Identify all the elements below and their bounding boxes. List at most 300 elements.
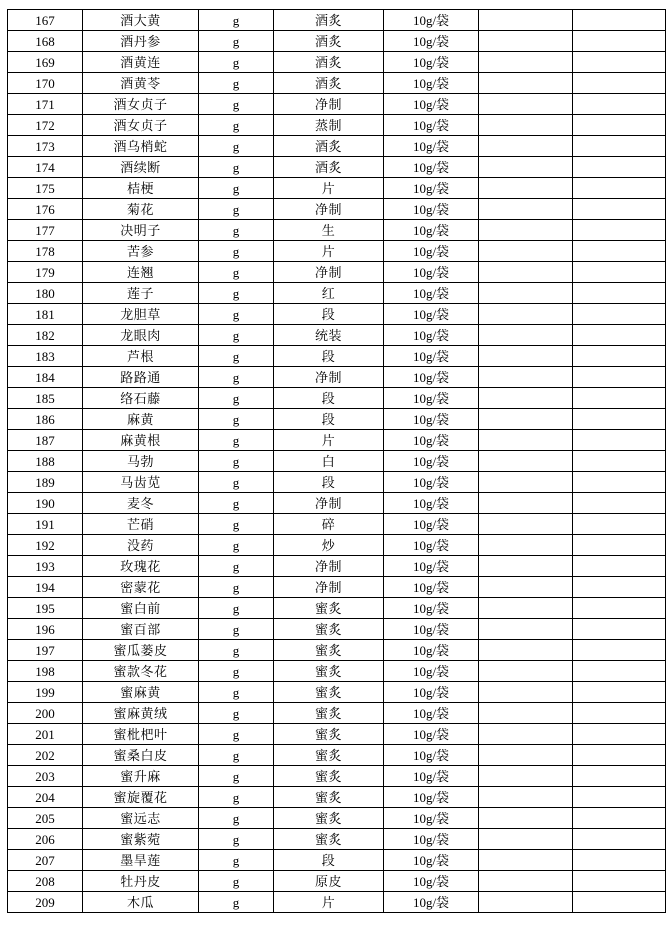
drug-name-cell: 蜜旋覆花: [83, 787, 199, 808]
row-number-cell: 167: [8, 10, 83, 31]
blank-cell-1: [479, 829, 573, 850]
table-row: [8, 766, 666, 787]
blank-cell-1: [479, 262, 573, 283]
drug-name-cell: 龙胆草: [83, 304, 199, 325]
drug-name-cell: 牡丹皮: [83, 871, 199, 892]
unit-cell: g: [199, 724, 274, 745]
processing-cell: 段: [274, 409, 384, 430]
specification-cell: 10g/袋: [384, 52, 479, 73]
unit-cell: g: [199, 703, 274, 724]
table-row: [8, 199, 666, 220]
processing-cell: 蜜炙: [274, 829, 384, 850]
blank-cell-2: [573, 304, 666, 325]
blank-cell-2: [573, 682, 666, 703]
blank-cell-1: [479, 808, 573, 829]
unit-cell: g: [199, 850, 274, 871]
processing-cell: 段: [274, 388, 384, 409]
drug-name-cell: 苦参: [83, 241, 199, 262]
processing-cell: 蜜炙: [274, 724, 384, 745]
blank-cell-2: [573, 892, 666, 913]
row-number-cell: 181: [8, 304, 83, 325]
blank-cell-1: [479, 871, 573, 892]
blank-cell-1: [479, 892, 573, 913]
processing-cell: 蜜炙: [274, 745, 384, 766]
blank-cell-1: [479, 94, 573, 115]
row-number-cell: 199: [8, 682, 83, 703]
specification-cell: 10g/袋: [384, 31, 479, 52]
unit-cell: g: [199, 892, 274, 913]
processing-cell: 蒸制: [274, 115, 384, 136]
blank-cell-2: [573, 31, 666, 52]
drug-name-cell: 菊花: [83, 199, 199, 220]
table-row: [8, 493, 666, 514]
drug-name-cell: 蜜瓜蒌皮: [83, 640, 199, 661]
row-number-cell: 170: [8, 73, 83, 94]
blank-cell-2: [573, 472, 666, 493]
row-number-cell: 201: [8, 724, 83, 745]
processing-cell: 蜜炙: [274, 661, 384, 682]
unit-cell: g: [199, 136, 274, 157]
drug-name-cell: 酒续断: [83, 157, 199, 178]
specification-cell: 10g/袋: [384, 157, 479, 178]
drug-name-cell: 络石藤: [83, 388, 199, 409]
unit-cell: g: [199, 640, 274, 661]
table-row: [8, 367, 666, 388]
unit-cell: g: [199, 283, 274, 304]
blank-cell-1: [479, 367, 573, 388]
table-row: [8, 451, 666, 472]
row-number-cell: 202: [8, 745, 83, 766]
table-row: [8, 745, 666, 766]
processing-cell: 净制: [274, 493, 384, 514]
processing-cell: 炒: [274, 535, 384, 556]
blank-cell-1: [479, 304, 573, 325]
drug-inventory-table: [7, 9, 666, 913]
table-row: [8, 136, 666, 157]
specification-cell: 10g/袋: [384, 73, 479, 94]
row-number-cell: 175: [8, 178, 83, 199]
blank-cell-2: [573, 871, 666, 892]
blank-cell-1: [479, 598, 573, 619]
table-row: [8, 325, 666, 346]
specification-cell: 10g/袋: [384, 598, 479, 619]
specification-cell: 10g/袋: [384, 703, 479, 724]
specification-cell: 10g/袋: [384, 199, 479, 220]
blank-cell-2: [573, 556, 666, 577]
row-number-cell: 200: [8, 703, 83, 724]
drug-name-cell: 连翘: [83, 262, 199, 283]
specification-cell: 10g/袋: [384, 745, 479, 766]
table-row: [8, 619, 666, 640]
row-number-cell: 196: [8, 619, 83, 640]
blank-cell-1: [479, 535, 573, 556]
unit-cell: g: [199, 787, 274, 808]
blank-cell-2: [573, 409, 666, 430]
blank-cell-1: [479, 451, 573, 472]
specification-cell: 10g/袋: [384, 493, 479, 514]
blank-cell-1: [479, 115, 573, 136]
blank-cell-1: [479, 577, 573, 598]
blank-cell-2: [573, 493, 666, 514]
drug-name-cell: 蜜枇杷叶: [83, 724, 199, 745]
table-row: [8, 283, 666, 304]
specification-cell: 10g/袋: [384, 325, 479, 346]
unit-cell: g: [199, 52, 274, 73]
table-row: [8, 346, 666, 367]
row-number-cell: 204: [8, 787, 83, 808]
drug-name-cell: 酒乌梢蛇: [83, 136, 199, 157]
drug-name-cell: 蜜麻黄绒: [83, 703, 199, 724]
row-number-cell: 180: [8, 283, 83, 304]
drug-name-cell: 蜜白前: [83, 598, 199, 619]
blank-cell-2: [573, 199, 666, 220]
blank-cell-1: [479, 199, 573, 220]
blank-cell-2: [573, 619, 666, 640]
specification-cell: 10g/袋: [384, 388, 479, 409]
table-row: [8, 808, 666, 829]
unit-cell: g: [199, 346, 274, 367]
unit-cell: g: [199, 31, 274, 52]
table-row: [8, 640, 666, 661]
drug-name-cell: 莲子: [83, 283, 199, 304]
row-number-cell: 182: [8, 325, 83, 346]
blank-cell-2: [573, 52, 666, 73]
specification-cell: 10g/袋: [384, 430, 479, 451]
blank-cell-2: [573, 325, 666, 346]
blank-cell-2: [573, 829, 666, 850]
row-number-cell: 209: [8, 892, 83, 913]
specification-cell: 10g/袋: [384, 556, 479, 577]
blank-cell-1: [479, 493, 573, 514]
blank-cell-1: [479, 283, 573, 304]
row-number-cell: 198: [8, 661, 83, 682]
blank-cell-1: [479, 682, 573, 703]
processing-cell: 酒炙: [274, 10, 384, 31]
blank-cell-1: [479, 346, 573, 367]
row-number-cell: 193: [8, 556, 83, 577]
specification-cell: 10g/袋: [384, 535, 479, 556]
specification-cell: 10g/袋: [384, 514, 479, 535]
blank-cell-2: [573, 283, 666, 304]
row-number-cell: 191: [8, 514, 83, 535]
unit-cell: g: [199, 325, 274, 346]
processing-cell: 生: [274, 220, 384, 241]
drug-name-cell: 密蒙花: [83, 577, 199, 598]
row-number-cell: 203: [8, 766, 83, 787]
table-row: [8, 178, 666, 199]
unit-cell: g: [199, 262, 274, 283]
unit-cell: g: [199, 220, 274, 241]
unit-cell: g: [199, 451, 274, 472]
processing-cell: 酒炙: [274, 136, 384, 157]
blank-cell-1: [479, 157, 573, 178]
unit-cell: g: [199, 661, 274, 682]
table-row: [8, 724, 666, 745]
unit-cell: g: [199, 430, 274, 451]
table-row: [8, 598, 666, 619]
processing-cell: 碎: [274, 514, 384, 535]
blank-cell-1: [479, 556, 573, 577]
blank-cell-2: [573, 73, 666, 94]
row-number-cell: 192: [8, 535, 83, 556]
blank-cell-1: [479, 388, 573, 409]
specification-cell: 10g/袋: [384, 661, 479, 682]
table-row: [8, 31, 666, 52]
unit-cell: g: [199, 577, 274, 598]
unit-cell: g: [199, 94, 274, 115]
table-row: [8, 871, 666, 892]
unit-cell: g: [199, 157, 274, 178]
blank-cell-2: [573, 388, 666, 409]
drug-name-cell: 蜜远志: [83, 808, 199, 829]
drug-name-cell: 桔梗: [83, 178, 199, 199]
drug-name-cell: 酒女贞子: [83, 94, 199, 115]
specification-cell: 10g/袋: [384, 451, 479, 472]
processing-cell: 酒炙: [274, 52, 384, 73]
specification-cell: 10g/袋: [384, 346, 479, 367]
table-row: [8, 409, 666, 430]
blank-cell-2: [573, 346, 666, 367]
row-number-cell: 207: [8, 850, 83, 871]
specification-cell: 10g/袋: [384, 367, 479, 388]
specification-cell: 10g/袋: [384, 850, 479, 871]
blank-cell-2: [573, 262, 666, 283]
row-number-cell: 206: [8, 829, 83, 850]
processing-cell: 酒炙: [274, 73, 384, 94]
blank-cell-1: [479, 73, 573, 94]
processing-cell: 统装: [274, 325, 384, 346]
drug-name-cell: 路路通: [83, 367, 199, 388]
unit-cell: g: [199, 871, 274, 892]
blank-cell-2: [573, 178, 666, 199]
table-row: [8, 514, 666, 535]
unit-cell: g: [199, 682, 274, 703]
drug-name-cell: 芒硝: [83, 514, 199, 535]
processing-cell: 蜜炙: [274, 598, 384, 619]
specification-cell: 10g/袋: [384, 787, 479, 808]
specification-cell: 10g/袋: [384, 409, 479, 430]
specification-cell: 10g/袋: [384, 577, 479, 598]
row-number-cell: 188: [8, 451, 83, 472]
blank-cell-1: [479, 745, 573, 766]
drug-name-cell: 没药: [83, 535, 199, 556]
processing-cell: 蜜炙: [274, 703, 384, 724]
table-row: [8, 556, 666, 577]
specification-cell: 10g/袋: [384, 724, 479, 745]
processing-cell: 净制: [274, 199, 384, 220]
table-row: [8, 472, 666, 493]
unit-cell: g: [199, 745, 274, 766]
processing-cell: 蜜炙: [274, 766, 384, 787]
blank-cell-1: [479, 31, 573, 52]
specification-cell: 10g/袋: [384, 220, 479, 241]
drug-name-cell: 墨旱莲: [83, 850, 199, 871]
table-row: [8, 661, 666, 682]
specification-cell: 10g/袋: [384, 871, 479, 892]
unit-cell: g: [199, 73, 274, 94]
specification-cell: 10g/袋: [384, 178, 479, 199]
table-row: [8, 115, 666, 136]
specification-cell: 10g/袋: [384, 94, 479, 115]
table-row: [8, 220, 666, 241]
blank-cell-2: [573, 703, 666, 724]
drug-name-cell: 麻黄: [83, 409, 199, 430]
blank-cell-1: [479, 472, 573, 493]
table-row: [8, 577, 666, 598]
drug-name-cell: 芦根: [83, 346, 199, 367]
drug-name-cell: 木瓜: [83, 892, 199, 913]
processing-cell: 段: [274, 304, 384, 325]
table-row: [8, 304, 666, 325]
table-row: [8, 703, 666, 724]
processing-cell: 净制: [274, 556, 384, 577]
table-row: [8, 241, 666, 262]
drug-name-cell: 蜜升麻: [83, 766, 199, 787]
specification-cell: 10g/袋: [384, 136, 479, 157]
processing-cell: 蜜炙: [274, 619, 384, 640]
specification-cell: 10g/袋: [384, 10, 479, 31]
processing-cell: 红: [274, 283, 384, 304]
blank-cell-2: [573, 724, 666, 745]
blank-cell-1: [479, 703, 573, 724]
row-number-cell: 187: [8, 430, 83, 451]
row-number-cell: 169: [8, 52, 83, 73]
blank-cell-2: [573, 220, 666, 241]
specification-cell: 10g/袋: [384, 829, 479, 850]
blank-cell-1: [479, 619, 573, 640]
specification-cell: 10g/袋: [384, 115, 479, 136]
row-number-cell: 197: [8, 640, 83, 661]
blank-cell-1: [479, 787, 573, 808]
row-number-cell: 171: [8, 94, 83, 115]
unit-cell: g: [199, 115, 274, 136]
blank-cell-1: [479, 661, 573, 682]
row-number-cell: 208: [8, 871, 83, 892]
specification-cell: 10g/袋: [384, 241, 479, 262]
unit-cell: g: [199, 808, 274, 829]
drug-name-cell: 决明子: [83, 220, 199, 241]
table-row: [8, 388, 666, 409]
unit-cell: g: [199, 493, 274, 514]
processing-cell: 片: [274, 241, 384, 262]
blank-cell-2: [573, 367, 666, 388]
blank-cell-2: [573, 745, 666, 766]
blank-cell-2: [573, 136, 666, 157]
specification-cell: 10g/袋: [384, 640, 479, 661]
unit-cell: g: [199, 199, 274, 220]
table-row: [8, 10, 666, 31]
unit-cell: g: [199, 514, 274, 535]
blank-cell-2: [573, 640, 666, 661]
row-number-cell: 194: [8, 577, 83, 598]
drug-name-cell: 酒女贞子: [83, 115, 199, 136]
blank-cell-2: [573, 451, 666, 472]
row-number-cell: 205: [8, 808, 83, 829]
blank-cell-2: [573, 766, 666, 787]
blank-cell-1: [479, 178, 573, 199]
unit-cell: g: [199, 766, 274, 787]
processing-cell: 净制: [274, 367, 384, 388]
blank-cell-2: [573, 94, 666, 115]
unit-cell: g: [199, 409, 274, 430]
blank-cell-1: [479, 409, 573, 430]
unit-cell: g: [199, 619, 274, 640]
table-row: [8, 157, 666, 178]
blank-cell-1: [479, 10, 573, 31]
table-row: [8, 682, 666, 703]
table-row: [8, 850, 666, 871]
drug-name-cell: 麦冬: [83, 493, 199, 514]
row-number-cell: 174: [8, 157, 83, 178]
table-body: [8, 10, 666, 913]
blank-cell-1: [479, 724, 573, 745]
processing-cell: 净制: [274, 577, 384, 598]
blank-cell-2: [573, 808, 666, 829]
processing-cell: 片: [274, 178, 384, 199]
drug-name-cell: 蜜紫菀: [83, 829, 199, 850]
row-number-cell: 195: [8, 598, 83, 619]
specification-cell: 10g/袋: [384, 682, 479, 703]
table-row: [8, 94, 666, 115]
blank-cell-2: [573, 787, 666, 808]
drug-name-cell: 蜜麻黄: [83, 682, 199, 703]
drug-name-cell: 龙眼肉: [83, 325, 199, 346]
blank-cell-1: [479, 850, 573, 871]
row-number-cell: 176: [8, 199, 83, 220]
specification-cell: 10g/袋: [384, 262, 479, 283]
processing-cell: 段: [274, 850, 384, 871]
blank-cell-2: [573, 598, 666, 619]
drug-name-cell: 酒丹参: [83, 31, 199, 52]
drug-name-cell: 马勃: [83, 451, 199, 472]
table-row: [8, 787, 666, 808]
drug-name-cell: 酒黄连: [83, 52, 199, 73]
table-row: [8, 892, 666, 913]
specification-cell: 10g/袋: [384, 766, 479, 787]
processing-cell: 净制: [274, 262, 384, 283]
row-number-cell: 178: [8, 241, 83, 262]
row-number-cell: 183: [8, 346, 83, 367]
unit-cell: g: [199, 829, 274, 850]
blank-cell-2: [573, 241, 666, 262]
unit-cell: g: [199, 556, 274, 577]
processing-cell: 净制: [274, 94, 384, 115]
unit-cell: g: [199, 472, 274, 493]
processing-cell: 段: [274, 346, 384, 367]
unit-cell: g: [199, 304, 274, 325]
blank-cell-2: [573, 10, 666, 31]
table-row: [8, 829, 666, 850]
blank-cell-1: [479, 325, 573, 346]
blank-cell-1: [479, 52, 573, 73]
row-number-cell: 186: [8, 409, 83, 430]
processing-cell: 蜜炙: [274, 808, 384, 829]
row-number-cell: 173: [8, 136, 83, 157]
processing-cell: 段: [274, 472, 384, 493]
drug-name-cell: 蜜桑白皮: [83, 745, 199, 766]
blank-cell-2: [573, 115, 666, 136]
unit-cell: g: [199, 178, 274, 199]
drug-name-cell: 玫瑰花: [83, 556, 199, 577]
unit-cell: g: [199, 598, 274, 619]
specification-cell: 10g/袋: [384, 304, 479, 325]
row-number-cell: 184: [8, 367, 83, 388]
unit-cell: g: [199, 367, 274, 388]
drug-name-cell: 酒黄苓: [83, 73, 199, 94]
processing-cell: 酒炙: [274, 31, 384, 52]
table-row: [8, 430, 666, 451]
specification-cell: 10g/袋: [384, 808, 479, 829]
